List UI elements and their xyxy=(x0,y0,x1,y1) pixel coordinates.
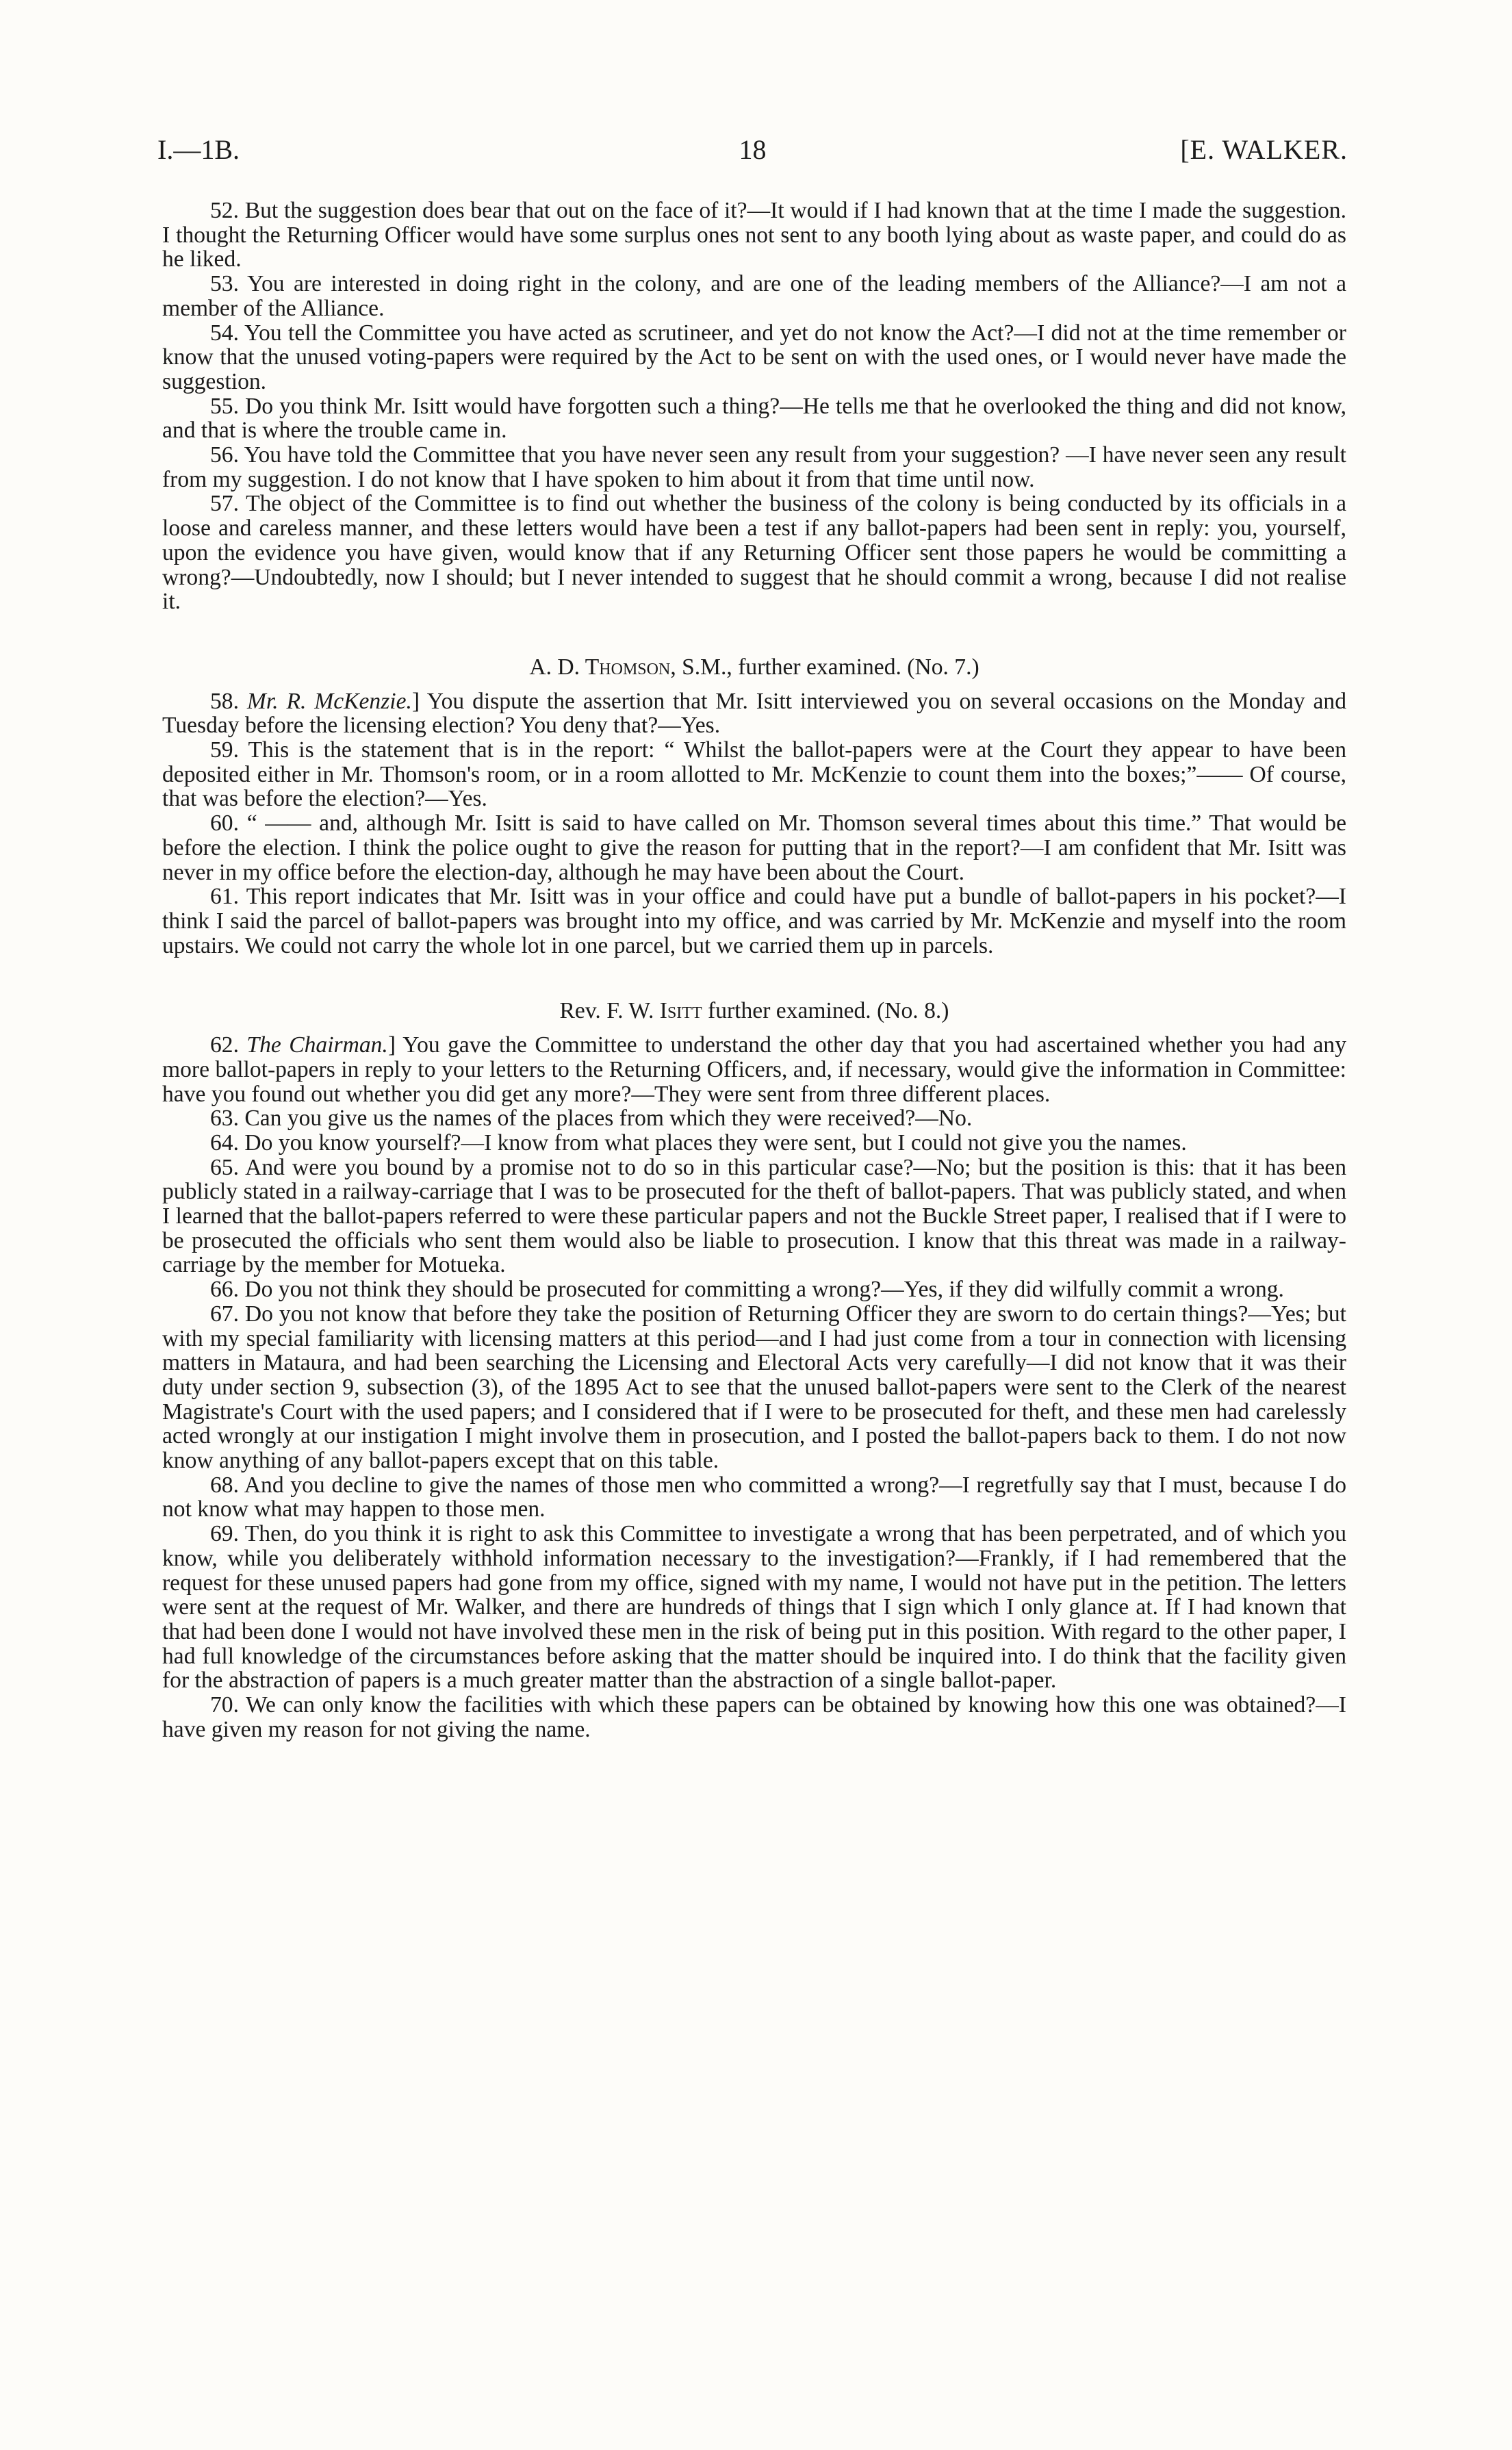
witness-name: [E. WALKER. xyxy=(1180,134,1348,165)
paragraph: 69. Then, do you think it is right to ask this Committee to investigate a wrong that has been perpetrated, and of which you know, while you deliberately withhold information necessary to the investigation?—Frankly, if I had remembered that the request for these unused papers had gone from my office, signed with my name, I would not have put in the petition. The letters were sent at the request of Mr. Walker, and there are hundreds of things that I sign which I only glance at. If I had known that that had been done I would not have involved these men in the risk of being put in this position. With regard to the other paper, I had full knowledge of the circumstances before asking that the matter should be inquired into. I do think that the facility given for the abstraction of papers is a much greater matter than the abstraction of a single ballot-paper. xyxy=(162,1521,1346,1694)
witness-heading-name: Isitt xyxy=(659,998,702,1024)
paragraph: 64. Do you know yourself?—I know from what places they were sent, but I could not give you the names. xyxy=(210,1130,1187,1156)
witness-heading-prefix: Rev. F. W. xyxy=(559,998,660,1024)
question-text: ] You gave the Committee to understand the other day that you had ascertained whether you had any more ballot-papers in reply to your letters to the Returning Officers, and, if necessary, would give the information in Committee: have you found out whether you did get any more?—They were sent from three different places. xyxy=(162,1032,1346,1107)
paragraph: 52. But the suggestion does bear that out on the face of it?—It would if I had known that at the time I made the suggestion. I thought the Returning Officer would have some surplus ones not sent to any booth lying about as waste paper, and could do as he liked. xyxy=(162,198,1346,272)
witness-heading-name: A. D. Thomson xyxy=(529,654,671,680)
section-thomson xyxy=(162,689,1346,958)
section-isitt xyxy=(162,1033,1346,1741)
question-number: 62. xyxy=(210,1032,247,1058)
section-heading-isitt xyxy=(162,999,1346,1023)
paragraph: 66. Do you not think they should be prosecuted for committing a wrong?—Yes, if they did wilfully commit a wrong. xyxy=(210,1277,1284,1303)
paragraph: 65. And were you bound by a promise not to do so in this particular case?—No; but the position is this: that it has been publicly stated in a railway-carriage that I was to be prosecuted for the theft of ballot-papers. That was publicly stated, and when I learned that the ballot-papers referred to were these particular papers and not the Buckle Street paper, I realised that if I were to be prosecuted the officials who sent them would also be liable to prosecution. I know that this threat was made in a railway-carriage by the member for Motueka. xyxy=(162,1154,1346,1278)
witness-heading-rest: , S.M., further examined. (No. 7.) xyxy=(670,654,979,680)
speaker-name: The Chairman. xyxy=(246,1032,388,1058)
paragraph xyxy=(162,1033,1346,1106)
paragraph: 60. “ —— and, although Mr. Isitt is said to have called on Mr. Thomson several times about this time.” That would be before the election. I think the police ought to give the reason for putting that in the report?—I am confident that Mr. Isitt was never in my office before the election-day, although he may have been about the Court. xyxy=(162,811,1346,885)
paragraph: 59. This is the statement that is in the report: “ Whilst the ballot-papers were at the Court they appear to have been deposited either in Mr. Thomson's room, or in a room allotted to Mr. McKenzie to count them into the boxes;”—— Of course, that was before the election?—Yes. xyxy=(162,737,1346,812)
section-walker xyxy=(162,199,1346,614)
page-header xyxy=(157,133,1348,175)
paragraph: 63. Can you give us the names of the places from which they were received?—No. xyxy=(210,1106,973,1132)
speaker-name: Mr. R. McKenzie. xyxy=(246,688,412,714)
paragraph: 56. You have told the Committee that you have never seen any result from your suggestion? —I have never seen any result from my suggestion. I do not know that I have spoken to him about it from that time until now. xyxy=(162,442,1346,492)
paragraph: 53. You are interested in doing right in the colony, and are one of the leading members of the Alliance?—I am not a member of the Alliance. xyxy=(162,271,1346,321)
paragraph: 68. And you decline to give the names of those men who committed a wrong?—I regretfully say that I must, because I do not know what may happen to those men. xyxy=(162,1472,1346,1522)
page-number: 18 xyxy=(739,134,767,165)
question-text: ] You dispute the assertion that Mr. Isitt interviewed you on several occasions on the Monday and Tuesday before the licensing election? You deny that?—Yes. xyxy=(162,688,1346,739)
paragraph: 55. Do you think Mr. Isitt would have forgotten such a thing?—He tells me that he overlooked the thing and did not know, and that is where the trouble came in. xyxy=(162,393,1346,444)
section-heading-thomson xyxy=(162,655,1346,680)
page-body xyxy=(162,199,1346,1741)
paragraph: 70. We can only know the facilities with which these papers can be obtained by knowing how this one was obtained?—I have given my reason for not giving the name. xyxy=(162,1692,1346,1742)
witness-heading-rest: further examined. (No. 8.) xyxy=(702,998,949,1024)
paragraph: 61. This report indicates that Mr. Isitt was in your office and could have put a bundle of ballot-papers in his pocket?—I think I said the parcel of ballot-papers was brought into my office, and was carried by Mr. McKenzie and myself into the room upstairs. We could not carry the whole lot in one parcel, but we carried them up in parcels. xyxy=(162,884,1346,958)
paragraph: 67. Do you not know that before they take the position of Returning Officer they are sworn to do certain things?—Yes; but with my special familiarity with licensing matters at this period—and I had just come from a tour in connection with licensing matters in Mataura, and had been searching the Licensing and Electoral Acts very carefully—I did not know that it was their duty under section 9, subsection (3), of the 1895 Act to see that the unused ballot-papers were sent to the Clerk of the nearest Magistrate's Court with the used papers; and I considered that if I were to be prosecuted for theft, and these men had carelessly acted wrongly at our instigation I might involve them in prosecution, and I posted the ballot-papers back to them. I do not now know anything of any ballot-papers except that on this table. xyxy=(162,1301,1346,1474)
paragraph: 54. You tell the Committee you have acted as scrutineer, and yet do not know the Act?—I did not at the time remember or know that the unused voting-papers were required by the Act to be sent on with the used ones, or I would never have made the suggestion. xyxy=(162,320,1346,394)
question-number: 58. xyxy=(210,688,247,714)
document-reference: I.—1B. xyxy=(157,134,240,165)
paragraph: 57. The object of the Committee is to find out whether the business of the colony is being conducted by its officials in a loose and careless manner, and these letters would have been a test if any ballot-papers had been sent in reply: you, yourself, upon the evidence you have given, would know that if any Returning Officer sent those papers he would be committing a wrong?—Undoubtedly, now I should; but I never intended to suggest that he should commit a wrong, because I did not realise it. xyxy=(162,491,1346,615)
paragraph xyxy=(162,689,1346,738)
